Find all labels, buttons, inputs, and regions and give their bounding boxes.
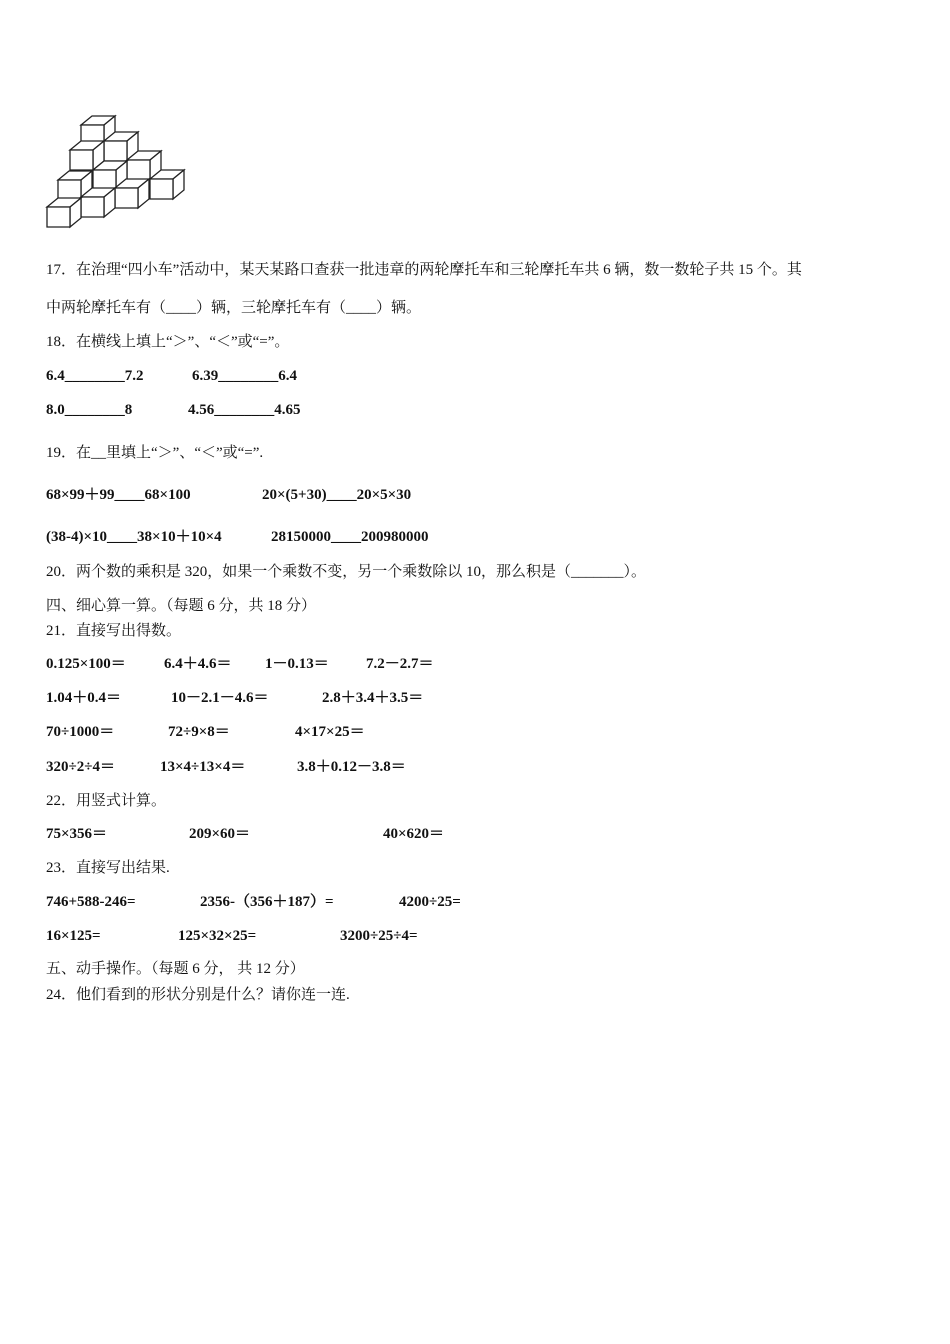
- q20-text: 20．两个数的乘积是 320，如果一个乘数不变，另一个乘数除以 10，那么积是（_______）。: [46, 564, 647, 580]
- q21-item: 320÷2÷4＝: [46, 759, 115, 775]
- q22-title: 22．用竖式计算。: [46, 793, 167, 809]
- q22-item: 40×620＝: [383, 826, 445, 842]
- q23-item: 16×125=: [46, 928, 101, 944]
- q19-item: (38-4)×10____38×10＋10×4: [46, 529, 222, 545]
- q23-item: 4200÷25=: [399, 894, 461, 910]
- cube: [47, 198, 81, 227]
- section4-title: 四、细心算一算。（每题 6 分，共 18 分）: [46, 598, 317, 614]
- q23-item: 125×32×25=: [178, 928, 257, 944]
- cube: [115, 179, 149, 208]
- q24-title: 24．他们看到的形状分别是什么？请你连一连.: [46, 987, 350, 1003]
- q21-item: 1.04＋0.4＝: [46, 690, 122, 706]
- q23-title: 23．直接写出结果.: [46, 860, 170, 876]
- q22-item: 209×60＝: [189, 826, 251, 842]
- q18-item: 8.0________8: [46, 402, 133, 418]
- q21-item: 1－0.13＝: [265, 656, 329, 672]
- q23-item: 2356-（356＋187）=: [200, 894, 334, 910]
- q21-item: 10－2.1－4.6＝: [171, 690, 269, 706]
- q22-item: 75×356＝: [46, 826, 108, 842]
- q21-item: 2.8＋3.4＋3.5＝: [322, 690, 424, 706]
- q18-item: 6.39________6.4: [192, 368, 297, 384]
- q21-item: 3.8＋0.12－3.8＝: [297, 759, 406, 775]
- cube-stack-figure: [0, 0, 200, 240]
- q19-item: 20×(5+30)____20×5×30: [262, 487, 412, 503]
- q18-item: 6.4________7.2: [46, 368, 144, 384]
- q18-item: 4.56________4.65: [188, 402, 301, 418]
- q23-item: 3200÷25÷4=: [340, 928, 418, 944]
- q21-item: 6.4＋4.6＝: [164, 656, 232, 672]
- cube: [81, 188, 115, 217]
- section5-title: 五、动手操作。（每题 6 分， 共 12 分）: [46, 961, 305, 977]
- q21-item: 0.125×100＝: [46, 656, 126, 672]
- cube: [150, 170, 184, 199]
- q21-item: 4×17×25＝: [295, 724, 365, 740]
- q21-title: 21．直接写出得数。: [46, 623, 182, 639]
- q19-title: 19．在__里填上“＞”、“＜”或“=”.: [46, 445, 264, 461]
- q17-line1: 17．在治理“四小车”活动中，某天某路口查获一批违章的两轮摩托车和三轮摩托车共 6 辆，数一数轮子共 15 个。其: [46, 262, 802, 278]
- q17-line2: 中两轮摩托车有（____）辆，三轮摩托车有（____）辆。: [46, 300, 422, 316]
- q19-item: 68×99＋99____68×100: [46, 487, 191, 503]
- q23-item: 746+588-246=: [46, 894, 136, 910]
- q21-item: 13×4÷13×4＝: [160, 759, 246, 775]
- q21-item: 7.2－2.7＝: [366, 656, 434, 672]
- q19-item: 28150000____200980000: [271, 529, 429, 545]
- q18-title: 18．在横线上填上“＞”、“＜”或“=”。: [46, 334, 290, 350]
- q21-item: 70÷1000＝: [46, 724, 115, 740]
- q21-item: 72÷9×8＝: [168, 724, 230, 740]
